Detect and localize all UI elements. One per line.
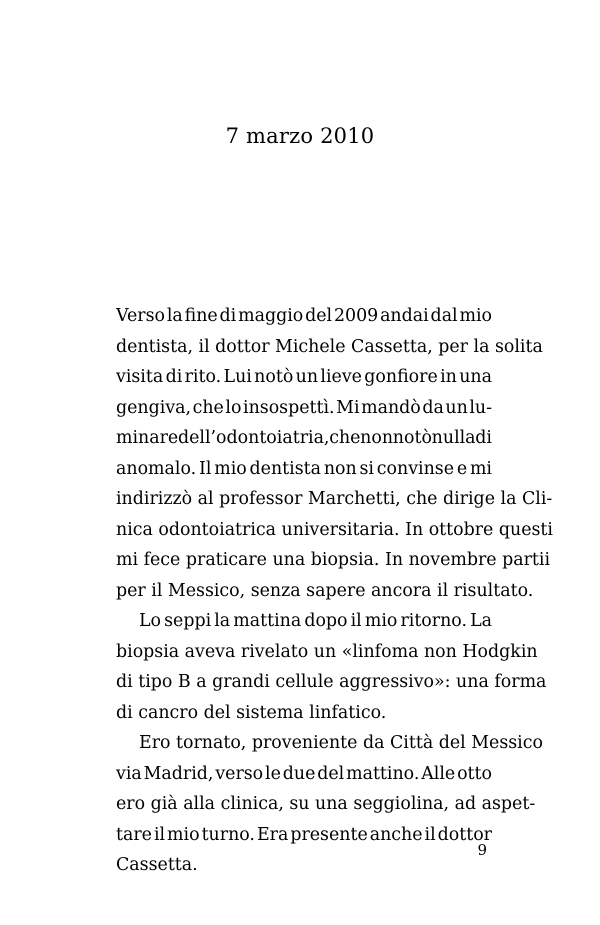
text-line: visita di rito. Lui notò un lieve gonfiore in una [116,367,492,387]
text-line: ero già alla clinica, su una seggiolina, ad aspet- [116,794,536,814]
text-line: tare il mio turno. Era presente anche il dottor [116,824,492,845]
text-line: indirizzò al professor Marchetti, che dirige la Cli- [116,489,553,509]
text-line: di cancro del sistema linfatico. [116,702,387,723]
text-line: mi fece praticare una biopsia. In novembre partii [116,550,551,570]
chapter-date-title: 7 marzo 2010 [225,124,375,148]
text-line: di tipo B a grandi cellule aggressivo»: una forma [116,672,547,692]
text-line: minare dell’odontoiatria, che non notò nulla di [116,428,492,448]
text-line: Cassetta. [116,855,198,875]
text-line: biopsia aveva rivelato un «linfoma non Hodgkin [116,641,538,662]
text-line: via Madrid, verso le due del mattino. Alle otto [116,763,492,784]
text-line: Verso la fine di maggio del 2009 andai dal mio [116,306,492,326]
text-line: anomalo. Il mio dentista non si convinse e mi [116,458,492,479]
text-line: nica odontoiatrica universitaria. In ottobre questi [116,519,553,540]
text-line: dentista, il dottor Michele Cassetta, per la solita [116,336,543,357]
text-line: Ero tornato, proveniente da Città del Messico [139,733,543,753]
text-line: Lo seppi la mattina dopo il mio ritorno. La [139,611,492,631]
text-line: gengiva, che lo insospettì. Mi mandò da un lu- [116,397,492,418]
page-number: 9 [477,841,487,859]
text-line: per il Messico, senza sapere ancora il risultato. [116,580,534,601]
body-text [116,301,553,881]
